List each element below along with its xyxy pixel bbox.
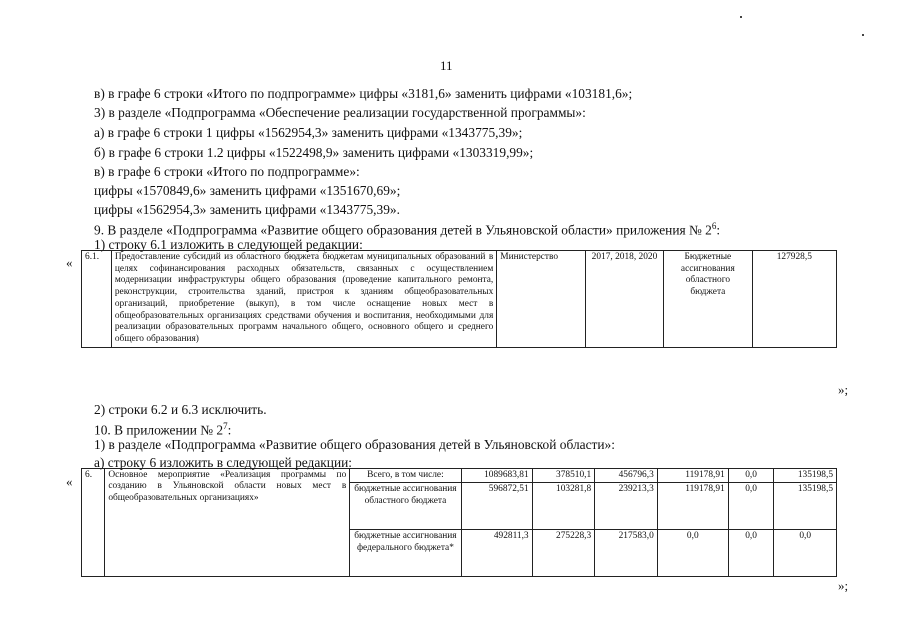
value-cell: 0,0 bbox=[728, 469, 774, 483]
quote-open-1: « bbox=[66, 255, 73, 270]
text-line-11-tail: : bbox=[227, 422, 232, 438]
row-number: 6. bbox=[82, 469, 105, 577]
value-cell: 0,0 bbox=[728, 483, 774, 530]
text-line-13: а) строку 6 изложить в следующей редакции: bbox=[94, 455, 353, 470]
row-number: 6.1. bbox=[82, 251, 112, 348]
text-line-4: б) в графе 6 строки 1.2 цифры «1522498,9» заменить цифрами «1303319,99»; bbox=[94, 145, 534, 160]
text-line-8-body: 9. В разделе «Подпрограмма «Развитие общего образования детей в Ульяновской области» приложения № 2 bbox=[94, 222, 712, 238]
value-cell: 1089683,81 bbox=[461, 469, 532, 483]
value-cell: 0,0 bbox=[657, 530, 728, 577]
value-cell: 217583,0 bbox=[595, 530, 658, 577]
text-line-3: а) в графе 6 строки 1 цифры «1562954,3» заменить цифрами «1343775,39»; bbox=[94, 125, 523, 140]
text-line-8-tail: : bbox=[716, 222, 721, 238]
value-cell: 239213,3 bbox=[595, 483, 658, 530]
page-number: 11 bbox=[440, 58, 453, 73]
text-line-11 bbox=[94, 418, 231, 438]
text-line-12: 1) в разделе «Подпрограмма «Развитие общего образования детей в Ульяновской области»: bbox=[94, 437, 615, 452]
funding-label-regional: бюджетные ассигнования областного бюджета bbox=[350, 483, 461, 530]
text-line-9: 1) строку 6.1 изложить в следующей редакции: bbox=[94, 237, 363, 252]
footnote-mark-7: 7 bbox=[223, 421, 228, 431]
row-amount: 127928,5 bbox=[752, 251, 836, 348]
text-line-7: цифры «1562954,3» заменить цифрами «1343775,39». bbox=[94, 202, 400, 217]
text-line-11-body: 10. В приложении № 2 bbox=[94, 422, 224, 438]
row-executor: Министерство bbox=[497, 251, 586, 348]
quote-close-1: »; bbox=[838, 382, 849, 397]
text-line-5: в) в графе 6 строки «Итого по подпрограмме»: bbox=[94, 164, 360, 179]
quote-open-2: « bbox=[66, 474, 73, 489]
table-row-6 bbox=[81, 468, 837, 577]
quote-close-2: »; bbox=[838, 578, 849, 593]
value-cell: 119178,91 bbox=[657, 469, 728, 483]
value-cell: 103281,8 bbox=[532, 483, 595, 530]
value-cell: 378510,1 bbox=[532, 469, 595, 483]
row-description: Предоставление субсидий из областного бюджета бюджетам муниципальных образований в целях софинансирования расходных обязательств, связанных с осуществлением модернизации инфраструктуры общего образования (проведение капитального ремонта, реконструкции, строительства зданий, пристроя к зданиям общеобразовательных организаций, приобретение (выкуп), в том числе оснащение новых мест в общеобразовательных организациях средствами обучения и воспитания, необходимыми для реализации образовательных программ начального общего, основного общего и среднего общего образования) bbox=[111, 251, 496, 348]
footnote-mark-6: 6 bbox=[711, 221, 717, 231]
text-line-6: цифры «1570849,6» заменить цифрами «1351670,69»; bbox=[94, 183, 401, 198]
value-cell: 275228,3 bbox=[532, 530, 595, 577]
row-funding-source: Бюджетные ассигнования областного бюджета bbox=[664, 251, 753, 348]
value-cell: 0,0 bbox=[774, 530, 837, 577]
value-cell: 596872,51 bbox=[461, 483, 532, 530]
row-years: 2017, 2018, 2020 bbox=[585, 251, 663, 348]
text-line-8 bbox=[94, 218, 720, 238]
funding-label-total: Всего, в том числе: bbox=[350, 469, 461, 483]
value-cell: 492811,3 bbox=[461, 530, 532, 577]
text-line-10: 2) строки 6.2 и 6.3 исключить. bbox=[94, 402, 267, 417]
value-cell: 135198,5 bbox=[774, 483, 837, 530]
scan-speck bbox=[862, 34, 864, 36]
text-line-2: 3) в разделе «Подпрограмма «Обеспечение реализации государственной программы»: bbox=[94, 105, 586, 120]
value-cell: 456796,3 bbox=[595, 469, 658, 483]
value-cell: 119178,91 bbox=[657, 483, 728, 530]
table-row-6-1 bbox=[81, 250, 837, 348]
scan-speck bbox=[740, 16, 742, 18]
funding-label-federal: бюджетные ассигнования федерального бюджета* bbox=[350, 530, 461, 577]
value-cell: 0,0 bbox=[728, 530, 774, 577]
text-line-1: в) в графе 6 строки «Итого по подпрограмме» цифры «3181,6» заменить цифрами «103181,6»; bbox=[94, 86, 633, 101]
value-cell: 135198,5 bbox=[774, 469, 837, 483]
row-description: Основное мероприятие «Реализация программы по созданию в Ульяновской области новых мест в общеобразовательных организациях» bbox=[105, 469, 350, 577]
